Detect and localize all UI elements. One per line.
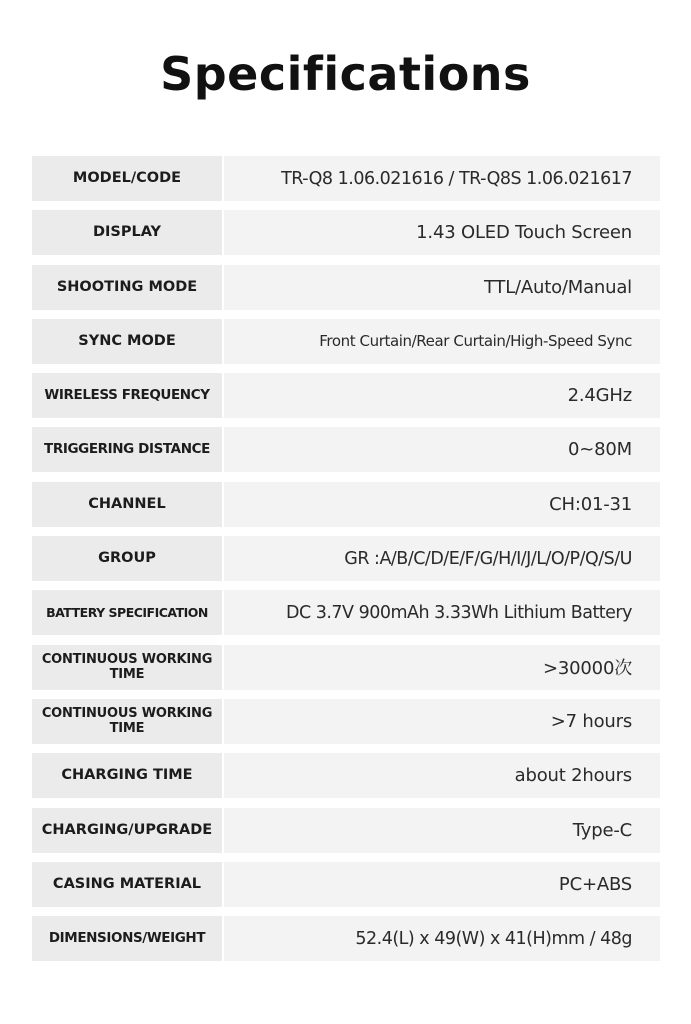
spec-row-charging-upgrade <box>32 808 660 853</box>
spec-table <box>32 156 660 970</box>
spec-value: about 2hours <box>224 753 660 798</box>
spec-row-continuous-working-time-shots <box>32 645 660 690</box>
spec-row-triggering-distance <box>32 427 660 472</box>
spec-value: GR :A/B/C/D/E/F/G/H/I/J/L/O/P/Q/S/U <box>224 536 660 581</box>
spec-value: TTL/Auto/Manual <box>224 265 660 310</box>
spec-label: CHANNEL <box>32 482 222 527</box>
spec-label: CASING MATERIAL <box>32 862 222 907</box>
spec-label: CONTINUOUS WORKING TIME <box>32 645 222 690</box>
spec-label: CHARGING/UPGRADE <box>32 808 222 853</box>
spec-value: 0~80M <box>224 427 660 472</box>
spec-value: Type-C <box>224 808 660 853</box>
spec-value: >7 hours <box>224 699 660 744</box>
spec-label: BATTERY SPECIFICATION <box>32 590 222 635</box>
spec-row-battery-specification <box>32 590 660 635</box>
spec-row-group <box>32 536 660 581</box>
spec-value: TR-Q8 1.06.021616 / TR-Q8S 1.06.021617 <box>224 156 660 201</box>
spec-label: CHARGING TIME <box>32 753 222 798</box>
spec-row-shooting-mode <box>32 265 660 310</box>
spec-row-channel <box>32 482 660 527</box>
spec-row-wireless-frequency <box>32 373 660 418</box>
page-title: Specifications <box>160 47 531 101</box>
spec-label: WIRELESS FREQUENCY <box>32 373 222 418</box>
spec-label: SHOOTING MODE <box>32 265 222 310</box>
spec-row-model-code <box>32 156 660 201</box>
spec-label: CONTINUOUS WORKING TIME <box>32 699 222 744</box>
spec-value: Front Curtain/Rear Curtain/High-Speed Sync <box>224 319 660 364</box>
spec-label: TRIGGERING DISTANCE <box>32 427 222 472</box>
spec-row-sync-mode <box>32 319 660 364</box>
spec-label: MODEL/CODE <box>32 156 222 201</box>
spec-label: GROUP <box>32 536 222 581</box>
spec-label: SYNC MODE <box>32 319 222 364</box>
spec-row-charging-time <box>32 753 660 798</box>
spec-value: 52.4(L) x 49(W) x 41(H)mm / 48g <box>224 916 660 961</box>
spec-value: DC 3.7V 900mAh 3.33Wh Lithium Battery <box>224 590 660 635</box>
spec-row-casing-material <box>32 862 660 907</box>
spec-value: >30000次 <box>224 645 660 690</box>
spec-label: DIMENSIONS/WEIGHT <box>32 916 222 961</box>
spec-value: 2.4GHz <box>224 373 660 418</box>
spec-row-display <box>32 210 660 255</box>
spec-label: DISPLAY <box>32 210 222 255</box>
spec-row-continuous-working-time-hours <box>32 699 660 744</box>
spec-value: 1.43 OLED Touch Screen <box>224 210 660 255</box>
spec-row-dimensions-weight <box>32 916 660 961</box>
spec-value: PC+ABS <box>224 862 660 907</box>
spec-value: CH:01-31 <box>224 482 660 527</box>
